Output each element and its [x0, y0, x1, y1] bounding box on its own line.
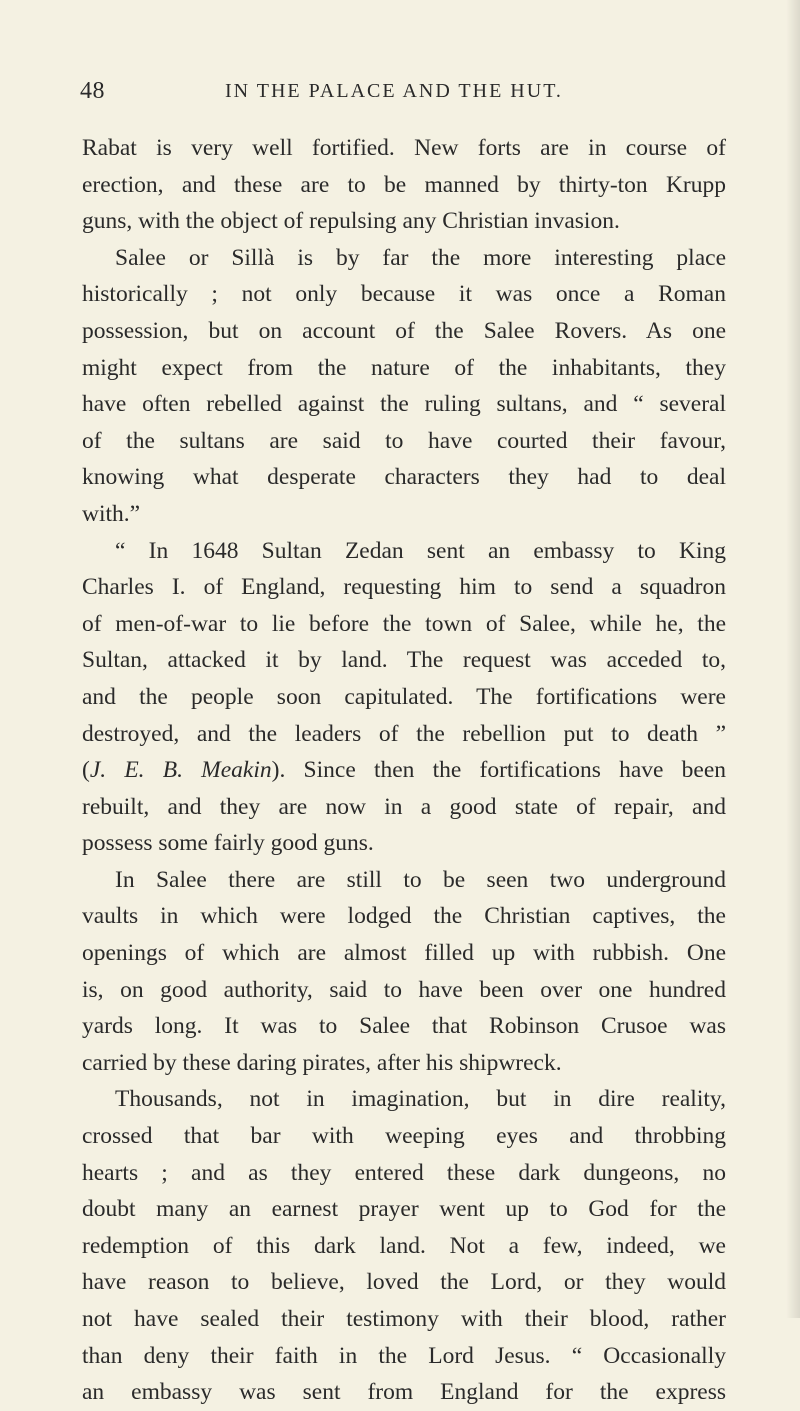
text-line: destroyed, and the leaders of the rebellion put to death ”: [82, 720, 726, 747]
text-line: yards long. It was to Salee that Robinson Crusoe was: [82, 1013, 726, 1040]
text-line: knowing what desperate characters they had to deal: [82, 464, 726, 491]
text-line: Rabat is very well fortified. New forts are in course of: [82, 135, 726, 161]
text-line: “ In 1648 Sultan Zedan sent an embassy to King: [115, 537, 726, 564]
citation-open: (: [82, 757, 90, 784]
text-line: erection, and these are to be manned by thirty-ton Krupp: [82, 171, 726, 198]
text-line: have often rebelled against the ruling sultans, and “ several: [82, 391, 726, 418]
text-line: Charles I. of England, requesting him to send a squadron: [82, 574, 726, 601]
text-line: Salee or Sillà is by far the more interesting place: [115, 244, 726, 271]
text-line: historically ; not only because it was once a Roman: [82, 281, 726, 308]
citation-author: J. E. B. Meakin: [89, 757, 272, 784]
text-line: In Salee there are still to be seen two underground: [115, 866, 726, 893]
text-line: have reason to believe, loved the Lord, or they would: [82, 1269, 726, 1296]
text-line: rebuilt, and they are now in a good state of repair, and: [82, 793, 726, 820]
text-line: hearts ; and as they entered these dark dungeons, no: [82, 1159, 726, 1186]
text-line-citation: [82, 752, 726, 789]
text-line: with.”: [82, 500, 141, 527]
text-line: redemption of this dark land. Not a few, indeed, we: [82, 1232, 726, 1259]
text-line: Thousands, not in imagination, but in dire reality,: [115, 1086, 726, 1113]
page-header: [80, 78, 730, 108]
text-line: Sultan, attacked it by land. The request was acceded to,: [82, 647, 726, 674]
text-line: might expect from the nature of the inhabitants, they: [82, 354, 726, 381]
text-line: possession, but on account of the Salee Rovers. As one: [82, 317, 726, 344]
text-line: an embassy was sent from England for the express: [82, 1379, 726, 1406]
citation-rest: ). Since then the fortifications have been: [271, 757, 727, 784]
text-line: than deny their faith in the Lord Jesus. “ Occasionally: [82, 1342, 726, 1369]
text-line: is, on good authority, said to have been over one hundred: [82, 976, 726, 1003]
text-line: not have sealed their testimony with their blood, rather: [82, 1306, 726, 1332]
text-line: openings of which are almost filled up with rubbish. One: [82, 940, 726, 967]
text-line: guns, with the object of repulsing any Christian invasion.: [82, 208, 620, 235]
text-line: crossed that bar with weeping eyes and throbbing: [82, 1123, 726, 1150]
page-number: 48: [80, 78, 105, 104]
page-edge-shadow: [786, 0, 800, 1318]
text-line: doubt many an earnest prayer went up to God for the: [82, 1196, 726, 1223]
text-line: and the people soon capitulated. The fortifications were: [82, 683, 726, 710]
text-line: vaults in which were lodged the Christian captives, the: [82, 903, 726, 930]
text-line: possess some fairly good guns.: [82, 830, 374, 857]
body-text: [82, 130, 726, 1411]
text-line: of men-of-war to lie before the town of Salee, while he, the: [82, 610, 726, 637]
text-line: carried by these daring pirates, after his shipwreck.: [82, 1049, 562, 1076]
running-title: IN THE PALACE AND THE HUT.: [225, 80, 563, 102]
text-line: of the sultans are said to have courted their favour,: [82, 427, 726, 454]
